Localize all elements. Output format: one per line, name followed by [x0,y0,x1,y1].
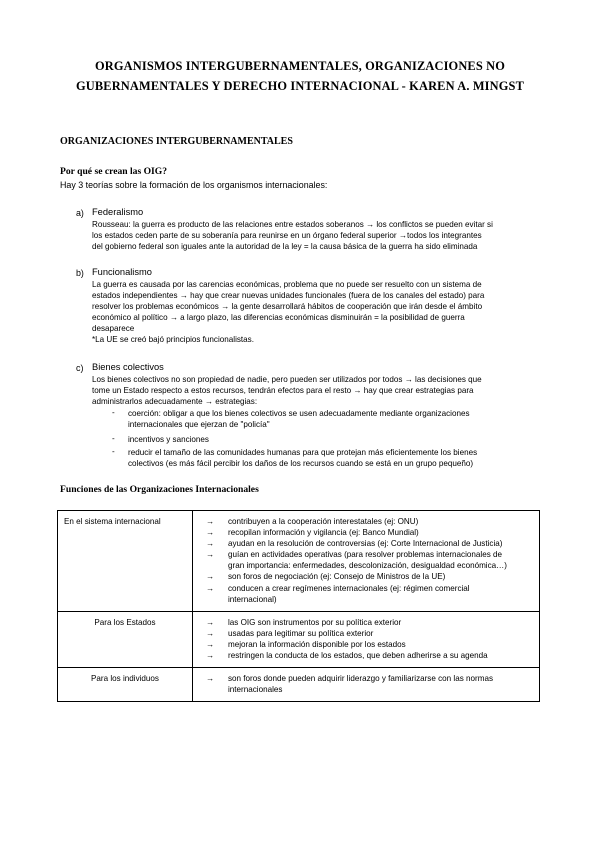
bullet-dash: - [112,434,115,443]
row-items [193,668,540,702]
theory-b-line: estados independientes → hay que crear nuevas unidades funcionales (fuera de los canales del estado) para [92,291,485,301]
item-text: internacionales [228,685,283,695]
arrow-icon: → [206,517,215,526]
row-label: Para los Estados [58,611,193,667]
item-text: son foros de negociación (ej: Consejo de Ministros de la UE) [228,572,446,582]
item-text: internacional) [228,594,277,604]
arrow-icon: → [206,550,215,560]
arrow-icon: → [206,528,215,538]
list-item [206,617,531,628]
list-item [206,583,531,605]
list-item [206,673,531,695]
arrow-icon: → [206,572,215,582]
bullet-dash: - [112,447,115,456]
theory-b-letter: b) [76,268,84,278]
arrow-icon: → [206,674,215,684]
arrow-icon: → [206,651,215,661]
row-items [193,511,540,612]
item-text: gran importancia: enfermedades, descolonización, desigualdad económica…) [228,561,507,571]
functions-heading: Funciones de las Organizaciones Internacionales [60,484,259,495]
row-label: En el sistema internacional [58,511,193,612]
why-heading: Por qué se crean las OIG? [60,166,168,177]
title-line-1: ORGANISMOS INTERGUBERNAMENTALES, ORGANIZACIONES NO [94,59,506,73]
item-text: mejoran la información disponible por los estados [228,639,406,649]
theory-a-text [92,219,493,252]
bullet-line: colectivos (es más fácil percibir los daños de los recursos cuando se está en un grupo pequeño) [128,459,474,469]
item-text: usadas para legitimar su política exterior [228,628,374,638]
row-label: Para los individuos [58,668,193,702]
title-line-2: GUBERNAMENTALES Y DERECHO INTERNACIONAL - KAREN A. MINGST [75,79,524,93]
list-item [206,549,531,571]
theory-a-letter: a) [76,208,84,218]
theory-c-title: Bienes colectivos [92,362,164,372]
item-text: ayudan en la resolución de controversias (ej: Corte Internacional de Justicia) [228,539,503,549]
list-item [206,650,531,661]
intro-text: Hay 3 teorías sobre la formación de los organismos internacionales: [60,180,328,190]
bullet-reduce [128,447,477,469]
bullet-incentives [128,434,209,445]
list-item [206,639,531,650]
item-text: son foros donde pueden adquirir liderazgo y familiarizarse con las normas [228,674,493,684]
bullet-dash: - [112,408,115,417]
theory-b-line: económico al político → a largo plazo, las diferencias económicas disminuirán = la posibilidad de guerra [92,313,465,323]
theory-c-line: administrarlos adecuadamente → estrategias: [92,397,258,407]
arrow-icon: → [206,539,215,549]
bullet-line: coerción: obligar a que los bienes colectivos se usen adecuadamente mediante organizaciones [128,409,470,418]
theory-b-line: La guerra es causada por las carencias económicas, problema que no puede ser resuelto con un sistema de [92,280,482,289]
theory-c-letter: c) [76,363,84,373]
list-item [206,571,531,582]
arrow-icon: → [206,639,215,649]
section-heading: ORGANIZACIONES INTERGUBERNAMENTALES [60,136,293,147]
bullet-line: internacionales que ejerzan de "policía" [128,420,270,430]
item-text: las OIG son instrumentos por su política exterior [228,617,402,627]
item-text: recopilan información y vigilancia (ej: Banco Mundial) [228,528,419,538]
document-title [40,56,560,96]
theory-b-line: desaparece [92,324,135,334]
item-text: restringen la conducta de los estados, que deben adherirse a su agenda [228,651,488,661]
functions-table [57,510,540,702]
theory-b-title: Funcionalismo [92,267,152,277]
bullet-coercion [128,408,470,430]
list-item [206,516,531,527]
row-items [193,611,540,667]
list-item [206,628,531,639]
table-row [58,511,540,612]
theory-b-line: resolver los problemas económicos → la gente desarrollará hábitos de cooperación que irán desde el ámbito [92,302,483,312]
item-text: guían en actividades operativas (para resolver problemas internacionales de [228,550,502,560]
theory-a-line: del gobierno federal son iguales ante la autoridad de la ley = la causa básica de la guerra ha sido eliminada [92,242,478,252]
arrow-icon: → [206,583,215,593]
list-item [206,538,531,549]
table-row [58,611,540,667]
theory-c-text [92,374,482,407]
item-text: conducen a crear regímenes internacionales (ej: régimen comercial [228,583,470,593]
item-text: contribuyen a la cooperación interestatales (ej: ONU) [228,517,419,526]
arrow-icon: → [206,617,215,627]
theory-c-line: tome un Estado respecto a estos recursos, tendrán efectos para el resto → hay que crear estrategias para [92,386,474,396]
list-item [206,527,531,538]
table-row [58,668,540,702]
theory-b-line: *La UE se creó bajó principios funcionalistas. [92,335,254,345]
theory-a-title: Federalismo [92,207,144,217]
theory-a-line: los estados ceden parte de su soberanía para reunirse en un órgano federal superior →todos los integrantes [92,231,482,241]
theory-a-line: Rousseau: la guerra es producto de las relaciones entre estados soberanos → los conflictos se pueden evitar si [92,220,493,229]
arrow-icon: → [206,628,215,638]
theory-b-text [92,279,484,346]
theory-c-line: Los bienes colectivos no son propiedad de nadie, pero pueden ser utilizados por todos → las decisiones que [92,375,482,384]
bullet-line: reducir el tamaño de las comunidades humanas para que protejan más eficientemente los bienes [128,448,478,457]
bullet-line: incentivos y sanciones [128,435,209,444]
